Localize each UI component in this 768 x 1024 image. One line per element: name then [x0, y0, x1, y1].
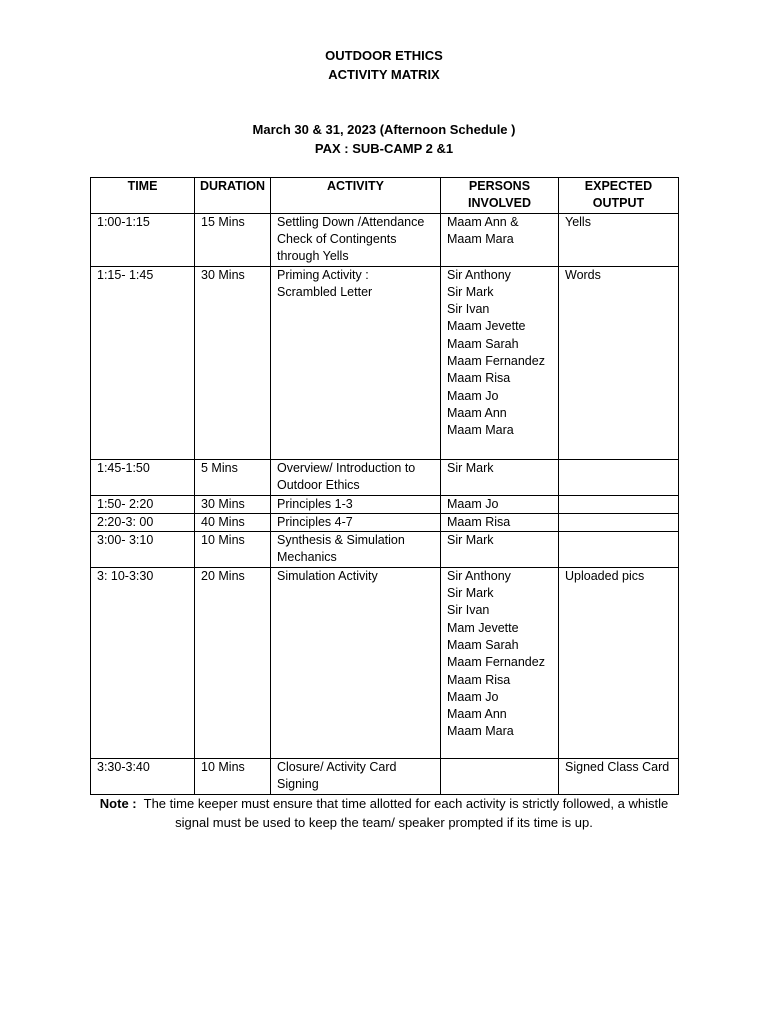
cell-persons-line: Maam Fernandez: [447, 354, 545, 369]
cell-output: Signed Class Card: [559, 758, 679, 794]
column-header-persons: PERSONS INVOLVED: [441, 178, 559, 214]
cell-activity: [271, 213, 441, 266]
cell-duration: 30 Mins: [195, 266, 271, 459]
cell-persons-line: Sir Anthony: [447, 267, 511, 282]
cell-persons-line: Maam Jo: [447, 496, 499, 511]
cell-activity: [271, 459, 441, 495]
cell-activity: [271, 266, 441, 459]
cell-activity-line: Settling Down /Attendance: [277, 214, 425, 229]
cell-duration: 10 Mins: [195, 758, 271, 794]
table-row: [91, 213, 679, 266]
cell-activity: [271, 513, 441, 531]
cell-output: Yells: [559, 213, 679, 266]
cell-activity-line: Principles 1-3: [277, 496, 353, 511]
cell-activity-line: Scrambled Letter: [277, 284, 373, 299]
cell-persons-line: Maam Risa: [447, 371, 511, 386]
cell-activity-line: Synthesis & Simulation: [277, 533, 405, 548]
cell-output: Words: [559, 266, 679, 459]
table-row: [91, 459, 679, 495]
cell-persons-line: Sir Mark: [447, 586, 494, 601]
cell-time: 3: 10-3:30: [91, 567, 195, 758]
cell-output: Uploaded pics: [559, 567, 679, 758]
cell-persons-line: Maam Jo: [447, 689, 499, 704]
cell-persons-line: Sir Anthony: [447, 568, 511, 583]
cell-activity-line: Outdoor Ethics: [277, 477, 360, 492]
cell-duration: 20 Mins: [195, 567, 271, 758]
cell-activity-line: Closure/ Activity Card: [277, 759, 397, 774]
cell-output: [559, 532, 679, 568]
cell-persons: [441, 459, 559, 495]
cell-persons-line: Maam Ann: [447, 405, 507, 420]
pax-line: PAX : SUB-CAMP 2 &1: [314, 141, 454, 156]
cell-persons-line: Maam Risa: [447, 672, 511, 687]
cell-persons-line: Sir Mark: [447, 460, 494, 475]
cell-duration: 30 Mins: [195, 495, 271, 513]
cell-persons-line: Maam Ann: [447, 707, 507, 722]
cell-persons-line: Maam Jo: [447, 388, 499, 403]
cell-activity-line: Simulation Activity: [277, 568, 378, 583]
cell-persons: [441, 266, 559, 459]
cell-duration: 10 Mins: [195, 532, 271, 568]
cell-activity-line: Overview/ Introduction to: [277, 460, 416, 475]
cell-persons-line: Maam Sarah: [447, 637, 519, 652]
cell-persons: [441, 567, 559, 758]
cell-time: 1:00-1:15: [91, 213, 195, 266]
table-row: [91, 495, 679, 513]
table-header-row: [91, 178, 679, 214]
cell-persons: [441, 495, 559, 513]
column-header-time: TIME: [91, 178, 195, 214]
cell-persons-line: Maam Jevette: [447, 319, 526, 334]
cell-output: [559, 459, 679, 495]
cell-time: 1:50- 2:20: [91, 495, 195, 513]
cell-time: 1:15- 1:45: [91, 266, 195, 459]
cell-activity-line: Principles 4-7: [277, 514, 353, 529]
note: [90, 794, 678, 832]
cell-activity-line: Signing: [277, 777, 319, 792]
column-header-duration: DURATION: [195, 178, 271, 214]
cell-output: [559, 513, 679, 531]
table-row: [91, 758, 679, 794]
cell-persons-line: Maam Mara: [447, 231, 514, 246]
cell-persons: [441, 513, 559, 531]
document-title: OUTDOOR ETHICS: [325, 48, 443, 63]
column-header-activity: ACTIVITY: [271, 178, 441, 214]
cell-persons-line: Sir Ivan: [447, 603, 490, 618]
note-label: Note :: [99, 796, 137, 811]
cell-activity-line: Check of Contingents: [277, 231, 397, 246]
cell-persons-line: Maam Sarah: [447, 336, 519, 351]
cell-activity-line: Priming Activity :: [277, 267, 369, 282]
cell-persons: [441, 532, 559, 568]
cell-time: 3:00- 3:10: [91, 532, 195, 568]
table-row: [91, 532, 679, 568]
column-header-output: EXPECTED OUTPUT: [559, 178, 679, 214]
cell-activity: [271, 758, 441, 794]
cell-persons-line: Maam Mara: [447, 724, 514, 739]
table-row: [91, 513, 679, 531]
cell-duration: 15 Mins: [195, 213, 271, 266]
table-row: [91, 567, 679, 758]
schedule-date: March 30 & 31, 2023 (Afternoon Schedule ): [252, 122, 516, 137]
cell-activity: [271, 532, 441, 568]
cell-output: [559, 495, 679, 513]
cell-persons-line: Sir Mark: [447, 284, 494, 299]
cell-activity-line: through Yells: [277, 249, 349, 264]
table-body: [91, 213, 679, 794]
cell-persons-line: Maam Ann &: [447, 214, 519, 229]
cell-activity-line: Mechanics: [277, 550, 337, 565]
note-text: The time keeper must ensure that time allotted for each activity is strictly followed, a whistle signal must be used to keep the team/ speaker prompted if its time is up.: [143, 796, 669, 830]
cell-time: 1:45-1:50: [91, 459, 195, 495]
cell-persons: [441, 213, 559, 266]
cell-duration: 5 Mins: [195, 459, 271, 495]
cell-persons-line: Maam Mara: [447, 423, 514, 438]
table-row: [91, 266, 679, 459]
cell-time: 3:30-3:40: [91, 758, 195, 794]
cell-persons-line: Mam Jevette: [447, 620, 519, 635]
document-subtitle: ACTIVITY MATRIX: [328, 67, 440, 82]
cell-persons: [441, 758, 559, 794]
activity-matrix-table: [90, 177, 679, 795]
cell-persons-line: Sir Mark: [447, 533, 494, 548]
cell-persons-line: Maam Fernandez: [447, 655, 545, 670]
cell-activity: [271, 567, 441, 758]
cell-activity: [271, 495, 441, 513]
cell-persons-line: Sir Ivan: [447, 302, 490, 317]
cell-time: 2:20-3: 00: [91, 513, 195, 531]
cell-persons-line: Maam Risa: [447, 514, 511, 529]
cell-duration: 40 Mins: [195, 513, 271, 531]
